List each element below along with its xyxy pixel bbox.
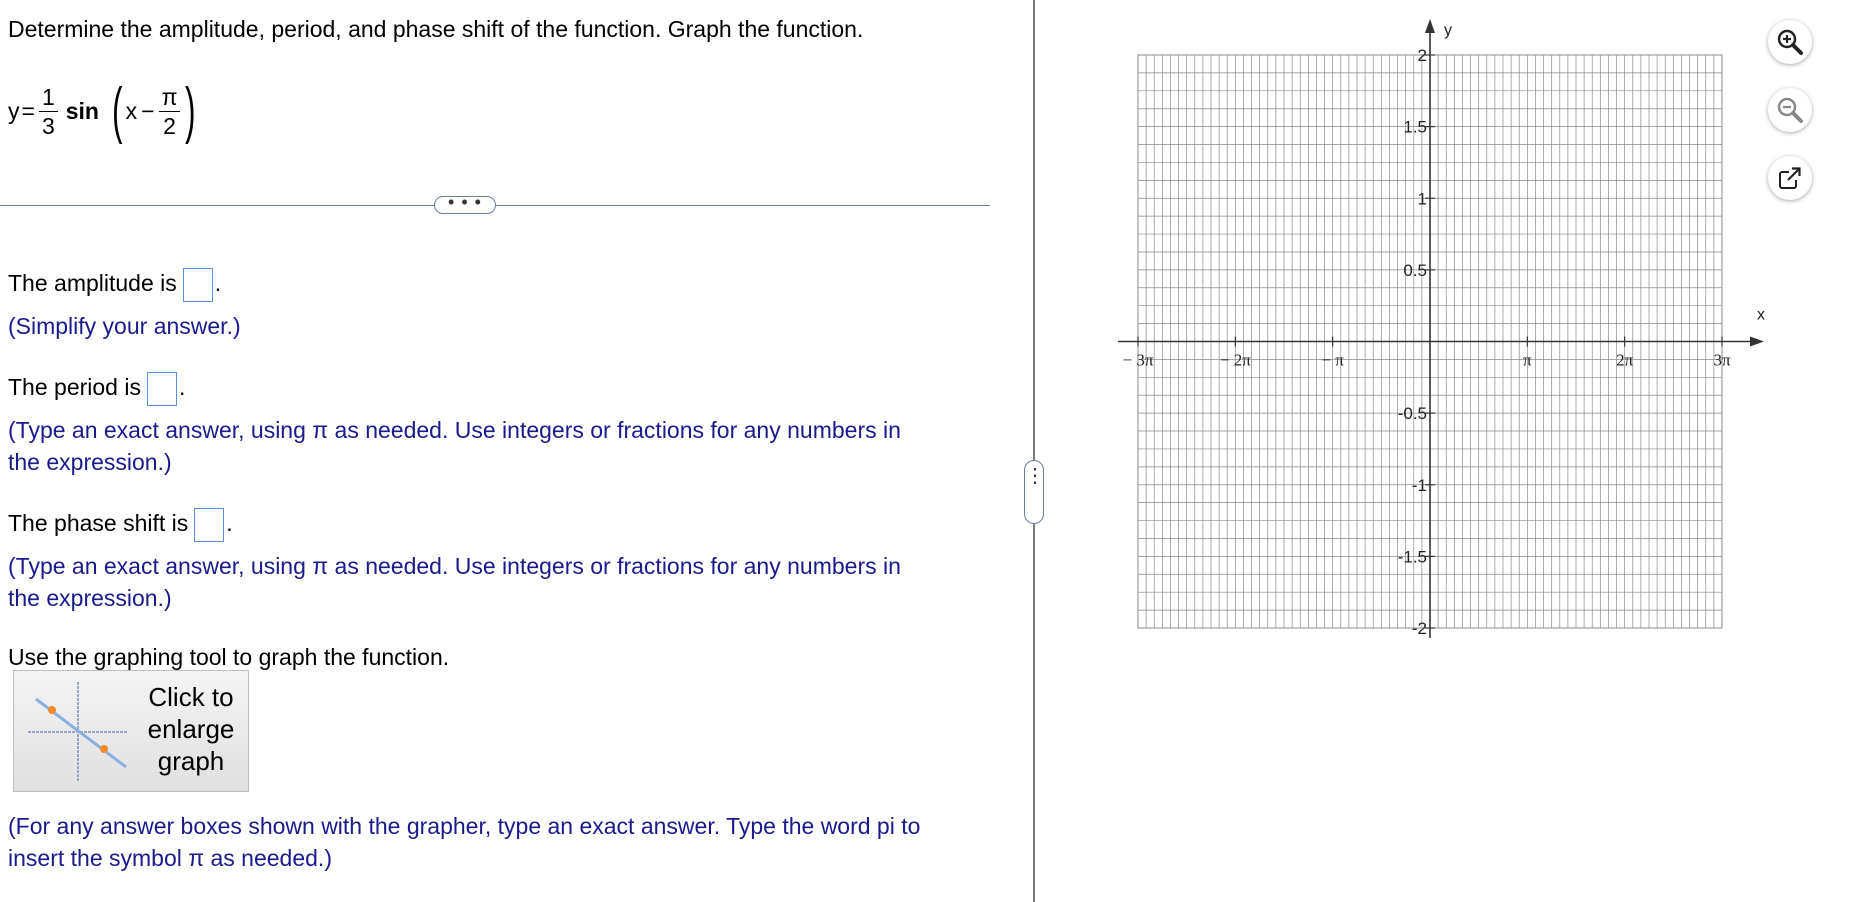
phase-shift-dot: . [226, 510, 233, 537]
x-axis-label: x [1757, 306, 1765, 324]
y-tick-label: 1.5 [1403, 117, 1427, 137]
x-tick-label: − 2π [1219, 350, 1251, 370]
x-tick-label: π [1523, 350, 1532, 370]
period-answer-box[interactable] [147, 372, 177, 406]
y-tick-label: 1 [1417, 189, 1427, 209]
coordinate-grid[interactable] [1100, 0, 1765, 680]
graph-instruction: Use the graphing tool to graph the function. [8, 644, 450, 670]
coefficient-numerator: 1 [39, 83, 58, 112]
popout-button[interactable] [1768, 156, 1812, 200]
x-tick-label: 3π [1713, 350, 1731, 370]
left-paren: ( [112, 76, 123, 145]
y-tick-label: -2 [1411, 619, 1427, 638]
question-prompt: Determine the amplitude, period, and phase shift of the function. Graph the function. [8, 16, 864, 42]
y-tick-label: 2 [1417, 46, 1427, 65]
function-variable: x [125, 97, 138, 124]
phase-shift-hint: (Type an exact answer, using π as needed. Use integers or fractions for any numbers in the expression.) [8, 553, 901, 611]
y-axis-label: y [1444, 22, 1452, 39]
amplitude-answer-box[interactable] [183, 268, 213, 302]
zoom-out-button[interactable] [1768, 88, 1812, 132]
shift-fraction [159, 83, 181, 140]
period-label: The period is [8, 374, 141, 401]
pane-resize-handle[interactable]: ⋮ [1024, 460, 1044, 524]
y-axis-arrow [1425, 19, 1435, 33]
zoom-in-button[interactable] [1768, 20, 1812, 64]
period-dot: . [178, 374, 186, 401]
shift-numerator: π [159, 83, 181, 112]
function-expression [8, 76, 201, 146]
phase-shift-answer-box[interactable] [194, 508, 224, 542]
x-tick-label: − 3π [1122, 350, 1154, 370]
x-tick-label: 2π [1616, 350, 1634, 370]
enlarge-line-1: Click to [148, 682, 234, 712]
period-row [8, 372, 185, 406]
amplitude-label: The amplitude is [8, 270, 177, 297]
period-hint: (Type an exact answer, using π as needed. Use integers or fractions for any numbers in the expression.) [8, 417, 901, 475]
right-paren: ) [185, 76, 196, 145]
x-tick-label: − π [1321, 350, 1344, 370]
enlarge-graph-label [126, 681, 256, 777]
pane-divider [1033, 0, 1035, 902]
y-tick-label: 0.5 [1403, 260, 1427, 280]
phase-shift-row [8, 508, 233, 542]
function-equals: = [21, 97, 35, 124]
expand-more-button[interactable]: • • • [434, 196, 496, 214]
enlarge-graph-button[interactable] [13, 670, 249, 792]
y-tick-label: -1 [1411, 475, 1427, 495]
function-minus: − [141, 97, 155, 124]
zoom-in-icon [1777, 29, 1803, 55]
function-name: sin [65, 97, 99, 124]
mini-graph-icon [18, 677, 128, 787]
y-tick-label: -1.5 [1397, 547, 1427, 567]
function-lhs: y [8, 97, 20, 124]
x-axis-arrow [1750, 337, 1764, 347]
amplitude-row [8, 268, 221, 302]
coefficient-fraction [39, 83, 58, 140]
zoom-out-icon [1777, 97, 1803, 123]
coefficient-denominator: 3 [41, 112, 55, 139]
enlarge-line-2: enlarge [147, 714, 235, 744]
y-tick-label: -0.5 [1397, 404, 1427, 424]
amplitude-hint: (Simplify your answer.) [8, 313, 241, 339]
amplitude-period-dot: . [214, 270, 222, 297]
grapher-note: (For any answer boxes shown with the grapher, type an exact answer. Type the word pi to insert the symbol π as needed.) [8, 813, 921, 871]
shift-denominator: 2 [163, 112, 176, 139]
enlarge-line-3: graph [157, 746, 225, 776]
popout-icon [1777, 165, 1803, 191]
phase-shift-label: The phase shift is [8, 510, 189, 537]
